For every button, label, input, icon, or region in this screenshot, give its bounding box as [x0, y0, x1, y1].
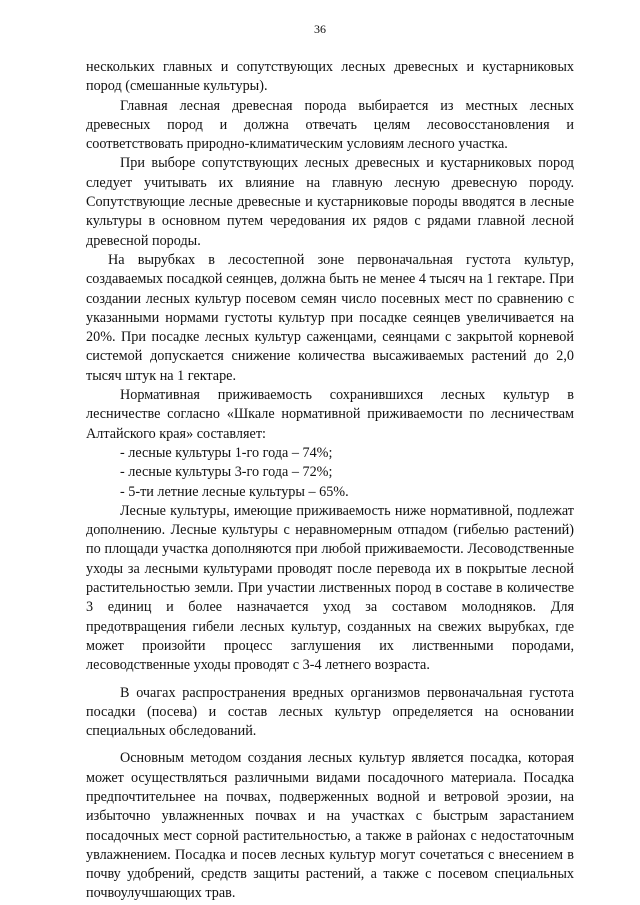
list-item-year-3: - лесные культуры 3-го года – 72%; [120, 464, 333, 481]
paragraph-replenishment: Лесные культуры, имеющие приживаемость ниже нормативной, подлежат дополнению. Лесные культуры с неравномерным отпадом (гибелью растений) по площади участка дополняются при любой приживаемости. Лесоводственные уходы за лесными культурами проводят после перевода их в покрытые лесной растительностью земли. При участии лиственных пород в составе в количестве 3 единиц и более назначается уход за составом молодняков. Для предотвращения гибели лесных культур, созданных на свежих вырубках, где может произойти процесс заглушения их лиственными породами, лесоводственные уходы проводят с 3-4 летнего возраста. [86, 502, 574, 674]
paragraph-gap [86, 741, 574, 749]
list-item-year-1: - лесные культуры 1-го года – 74%; [120, 444, 333, 461]
paragraph-survival-norm: Нормативная приживаемость сохранившихся лесных культур в лесничестве согласно «Шкале нормативной приживаемости по лесничествам Алтайского края» составляет: [86, 387, 574, 442]
list-item-year-5: - 5-ти летние лесные культуры – 65%. [120, 483, 349, 500]
page-number: 36 [314, 22, 326, 36]
paragraph-planting-method: Основным методом создания лесных культур является посадка, которая может осуществляться различными видами посадочного материала. Посадка предпочтительнее на почвах, подверженных водной и ветровой эрозии, на избыточно увлажненных почвах и на участках с быстрым зарастанием посадочных мест сорной растительностью, а также в районах с недостаточным увлажнением. Посадка и посев лесных культур могут сочетаться с внесением в почву удобрений, средств защиты растений, а также с посевом специальных почвоулучшающих трав. [86, 750, 574, 902]
paragraph-companion-species: При выборе сопутствующих лесных древесных и кустарниковых пород следует учитывать их влияние на главную лесную древесную породу. Сопутствующие лесные древесные и кустарниковые породы вводятся в лесные культуры в основном путем чередования их рядов с рядами главной лесной древесной породы. [86, 155, 574, 249]
paragraph-main-species: Главная лесная древесная порода выбирается из местных лесных древесных пород и должна отвечать целям лесовосстановления и соответствовать природно-климатическим условиям лесного участка. [86, 97, 574, 153]
paragraph-continuation: нескольких главных и сопутствующих лесных древесных и кустарниковых пород (смешанные культуры). [86, 59, 574, 95]
page-body [86, 58, 574, 904]
paragraph-pest-foci: В очагах распространения вредных организмов первоначальная густота посадки (посева) и состав лесных культур определяется на основании специальных обследований. [86, 684, 574, 740]
paragraph-planting-density: На вырубках в лесостепной зоне первоначальная густота культур, создаваемых посадкой сеянцев, должна быть не менее 4 тысяч на 1 гектаре. При создании лесных культур посевом семян число посевных мест по сравнению с указанными нормами густоты культур при посадке сеянцев увеличивается на 20%. При посадке лесных культур саженцами, сеянцами с закрытой корневой системой допускается снижение количества высаживаемых растений до 2,0 тысяч штук на 1 гектаре. [86, 251, 574, 384]
paragraph-gap [86, 676, 574, 684]
